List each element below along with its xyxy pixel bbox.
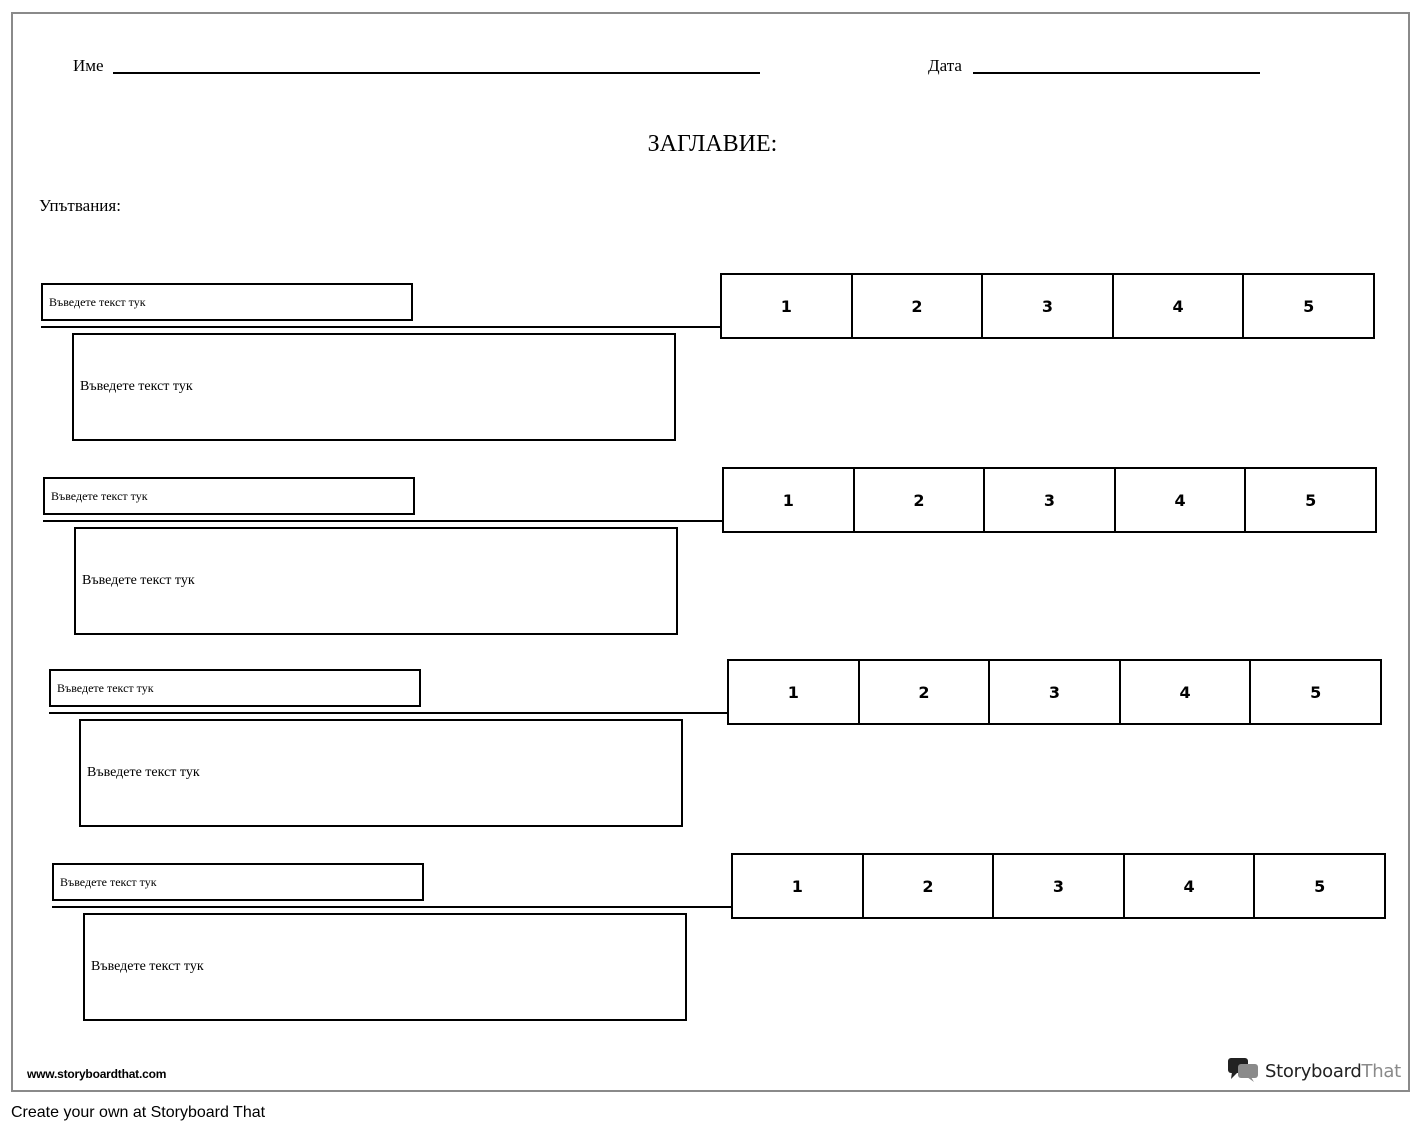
rating-cell-3[interactable]: 3 xyxy=(990,661,1121,723)
rating-cell-3[interactable]: 3 xyxy=(983,275,1114,337)
instructions-label: Упътвания: xyxy=(39,196,121,215)
rating-cell-1[interactable]: 1 xyxy=(733,855,864,917)
rating-scale xyxy=(727,659,1382,725)
rating-cell-2[interactable]: 2 xyxy=(853,275,984,337)
criterion-description-box[interactable]: Въведете текст тук xyxy=(79,719,683,827)
rating-cell-2[interactable]: 2 xyxy=(860,661,991,723)
page-title: ЗАГЛАВИЕ: xyxy=(647,131,778,157)
speech-bubbles-icon xyxy=(1227,1056,1259,1087)
rating-cell-5[interactable]: 5 xyxy=(1314,876,1326,896)
rating-cell-4[interactable]: 4 xyxy=(1114,275,1245,337)
website-url: www.storyboardthat.com xyxy=(27,1067,167,1081)
rating-cell-3[interactable]: 3 xyxy=(985,469,1116,531)
name-label: Име xyxy=(73,56,104,75)
criterion-description-box[interactable]: Въведете текст тук xyxy=(74,527,678,635)
rating-scale xyxy=(731,853,1386,919)
rating-cell-4[interactable]: 4 xyxy=(1121,661,1252,723)
criterion-description-box[interactable]: Въведете текст тук xyxy=(72,333,676,441)
name-field-line[interactable] xyxy=(113,72,760,74)
criterion-title-box[interactable]: Въведете текст тук xyxy=(49,669,421,707)
rating-cell-5[interactable]: 5 xyxy=(1310,682,1322,702)
criterion-description-box[interactable]: Въведете текст тук xyxy=(83,913,687,1021)
storyboardthat-logo[interactable] xyxy=(1227,1056,1401,1087)
date-field-line[interactable] xyxy=(973,72,1260,74)
row-divider-line xyxy=(43,520,723,522)
rating-cell-3[interactable]: 3 xyxy=(994,855,1125,917)
rating-cell-2[interactable]: 2 xyxy=(855,469,986,531)
criterion-title-box[interactable]: Въведете текст тук xyxy=(43,477,415,515)
logo-text-dark: Storyboard xyxy=(1265,1061,1362,1082)
rating-cell-4[interactable]: 4 xyxy=(1116,469,1247,531)
row-divider-line xyxy=(52,906,732,908)
row-divider-line xyxy=(49,712,729,714)
criterion-title-box[interactable]: Въведете текст тук xyxy=(41,283,413,321)
rating-cell-2[interactable]: 2 xyxy=(864,855,995,917)
rating-cell-1[interactable]: 1 xyxy=(724,469,855,531)
rating-scale xyxy=(722,467,1377,533)
rating-scale xyxy=(720,273,1375,339)
rating-cell-1[interactable]: 1 xyxy=(729,661,860,723)
date-label: Дата xyxy=(928,56,962,75)
rating-cell-5[interactable]: 5 xyxy=(1303,296,1315,316)
rating-cell-1[interactable]: 1 xyxy=(722,275,853,337)
criterion-title-box[interactable]: Въведете текст тук xyxy=(52,863,424,901)
logo-text-light: That xyxy=(1361,1061,1401,1082)
rating-cell-5[interactable]: 5 xyxy=(1305,490,1317,510)
create-your-own-link[interactable]: Create your own at Storyboard That xyxy=(11,1104,266,1121)
row-divider-line xyxy=(41,326,721,328)
rating-cell-4[interactable]: 4 xyxy=(1125,855,1256,917)
